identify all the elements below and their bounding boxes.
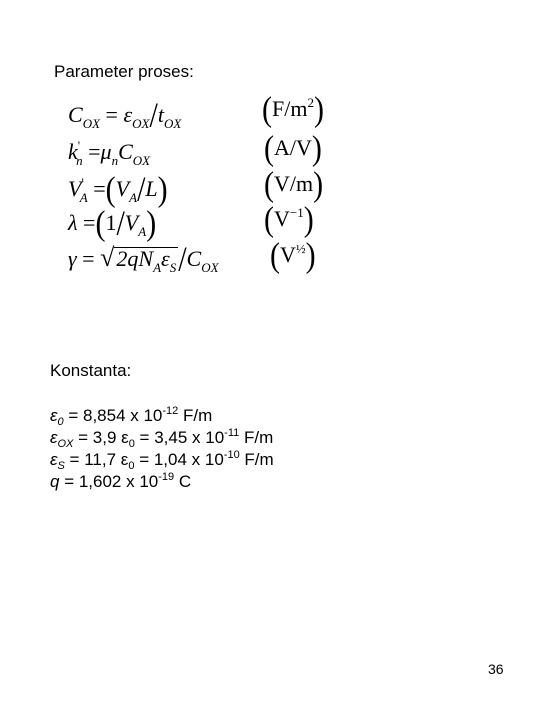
- constant-q: q = 1,602 x $10^{-19}$ C: [50, 471, 192, 491]
- equation-lambda: $\lambda =(1/V_A)$: [68, 204, 157, 243]
- unit-lambda: $(V^{-1})$: [264, 200, 314, 239]
- page-title: Parameter proses:: [54, 62, 194, 81]
- equation-kn: $k'_n =\mu_nC_{OX}$: [68, 138, 151, 168]
- constant-epss: $\varepsilon_S = 11,7$ $\varepsilon_0 = 1,04$ x $10^{-10}$ F/m: [50, 449, 274, 472]
- konstanta-title: Konstanta:: [50, 361, 132, 380]
- constant-epsox: $\varepsilon_{OX} = 3,9$ $\varepsilon_0 = 3,45$ x $10^{-11}$ F/m: [50, 427, 274, 450]
- equation-cox: $C_{OX} = \varepsilon_{OX}/t_{OX}$: [68, 96, 182, 135]
- sqrt-symbol: $√2qN_A\varepsilon_S$: [100, 243, 177, 275]
- unit-va: (V/m): [264, 165, 324, 204]
- unit-kn: (A/V): [264, 129, 322, 168]
- equation-gamma: $\gamma = √2qN_A\varepsilon_S/C_{OX}$: [68, 240, 219, 279]
- unit-gamma: $(V^{\frac{1}{2}})$: [270, 236, 316, 275]
- equation-va: $V'_A =(V_A/L)$: [68, 170, 168, 209]
- unit-cox: $(F/m^2)$: [262, 90, 324, 129]
- constant-eps0: $\varepsilon_0 = 8,854$ x $10^{-12}$ F/m: [50, 405, 213, 428]
- page-number: 36: [488, 661, 504, 677]
